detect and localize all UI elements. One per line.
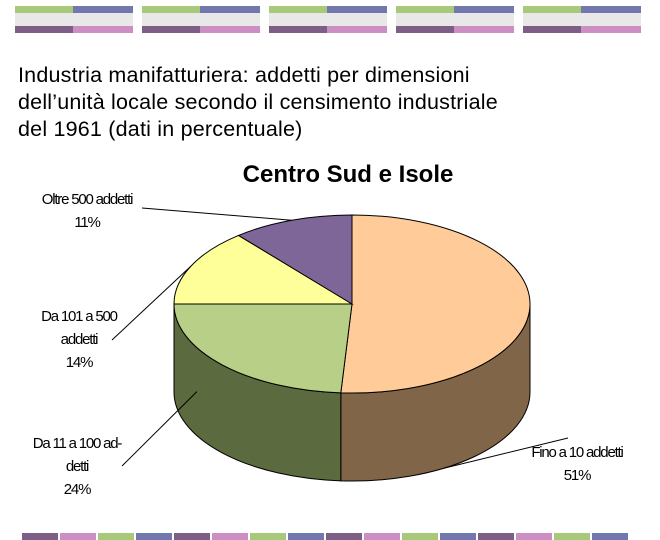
label-101-500-value: 14%: [65, 354, 93, 371]
label-101-500-name-1: Da 101 a 500: [41, 308, 117, 325]
band-segment: [60, 533, 96, 540]
bottom-decorative-band: [0, 530, 660, 540]
band-segment: [554, 533, 590, 540]
band-segment: [250, 533, 286, 540]
heading-line-1: Industria manifatturiera: addetti per dimensioni: [18, 63, 470, 87]
label-oltre-500: [4, 188, 170, 234]
chart-title: Centro Sud e Isole: [242, 161, 454, 188]
band-segment: [516, 533, 552, 540]
label-oltre-500-name: Oltre 500 addetti: [41, 191, 133, 208]
band-segment: [402, 533, 438, 540]
band-segment: [212, 533, 248, 540]
label-fino-10: [498, 441, 656, 487]
heading-line-3: del 1961 (dati in percentuale): [18, 117, 303, 141]
label-11-100: [4, 432, 150, 501]
label-101-500: [4, 305, 154, 374]
label-11-100-name-1: Da 11 a 100 ad-: [32, 435, 122, 452]
band-segment: [326, 533, 362, 540]
label-11-100-name-2: detti: [65, 458, 89, 475]
band-segment: [174, 533, 210, 540]
band-segment: [98, 533, 134, 540]
band-segment: [288, 533, 324, 540]
heading-line-2: dell’unità locale secondo il censimento industriale: [18, 90, 498, 114]
band-segment: [22, 533, 58, 540]
band-segment: [478, 533, 514, 540]
label-11-100-value: 24%: [63, 481, 91, 498]
label-fino-10-value: 51%: [563, 467, 591, 484]
band-segment: [440, 533, 476, 540]
label-101-500-name-2: addetti: [60, 331, 98, 348]
band-segment: [136, 533, 172, 540]
label-fino-10-name: Fino a 10 addetti: [531, 444, 623, 461]
band-segment: [592, 533, 628, 540]
band-segment: [364, 533, 400, 540]
label-oltre-500-value: 11%: [74, 214, 100, 231]
